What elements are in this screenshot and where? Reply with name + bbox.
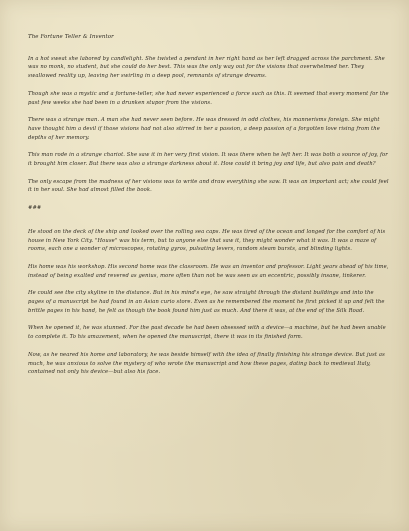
document-body — [28, 33, 390, 386]
paragraph: The only escape from the madness of her visions was to write and draw everything she saw. It was an important act; she could feel it in her soul. She had almost filled the book. — [28, 178, 389, 194]
paragraph: Though she was a mystic and a fortune-teller, she had never experienced a force such as this. It seemed that every moment for the past few weeks she had been in a drunken stupor from the visions. — [28, 90, 389, 106]
document-title: The Fortune Teller & Inventor — [28, 34, 114, 40]
paragraph: He stood on the deck of the ship and looked over the rolling sea caps. He was tired of the ocean and longed for the comfort of his house in New York City. "House" was his term, but to anyone else that saw it, they might wonder what it was. It was a maze of rooms, each one a wonder of microscopes, rotating gyros, pulsating levers, random steam bursts, and blinding lights. — [28, 228, 386, 253]
section-separator: ### — [28, 205, 42, 212]
paragraph: This man rode in a strange chariot. She saw it in her very first vision. It was there when he left her. It was both a source of joy, for it brought him closer. But there was also a strange darkness about it. How could it bring joy and life, but also pain and death? — [28, 152, 388, 168]
paragraph: There was a strange man. A man she had never seen before. He was dressed in odd clothes, his mannerisms foreign. She might have thought him a devil if those visions had not also stirred in her a passion, a deep passion of a forgotten love rising from the depths of her memory. — [28, 117, 380, 141]
paragraph: Now, as he neared his home and laboratory, he was beside himself with the idea of finally finishing his strange device. But just as much, he was anxious to solve the mystery of who wrote the manuscript and how these pages, dating back to medieval Italy, contained not only his device—but also his face. — [28, 351, 385, 376]
paragraph: His home was his workshop. His second home was the classroom. He was an inventor and professor. Light years ahead of his time, instead of being exalted and revered as genius, more often than not he was seen as an eccentric, possibly insane, tinkerer. — [28, 263, 389, 279]
paragraph: In a hot sweat she labored by candlelight. She twisted a pendant in her right hand as her left dragged across the parchment. She was no monk, no student, but she could do her best. This was the only way out for the visions that overwhelmed her. They swallowed reality up, leaving her swirling in a deep pool, remnants of strange dreams. — [28, 55, 385, 80]
paragraph: He could see the city skyline in the distance. But in his mind's eye, he saw straight through the distant buildings and into the pages of a manuscript he had found in an Asian curio store. Even as he remembered the moment he first picked it up and felt the brittle pages in his hand, he felt as though the book found him just as much. And there it was, at the end of the Silk Road. — [28, 290, 385, 314]
paragraph: When he opened it, he was stunned. For the past decade he had been obsessed with a device—a machine, but he had been unable to complete it. To his amazement, when he opened the manuscript, there it was in its finished form. — [28, 325, 386, 341]
